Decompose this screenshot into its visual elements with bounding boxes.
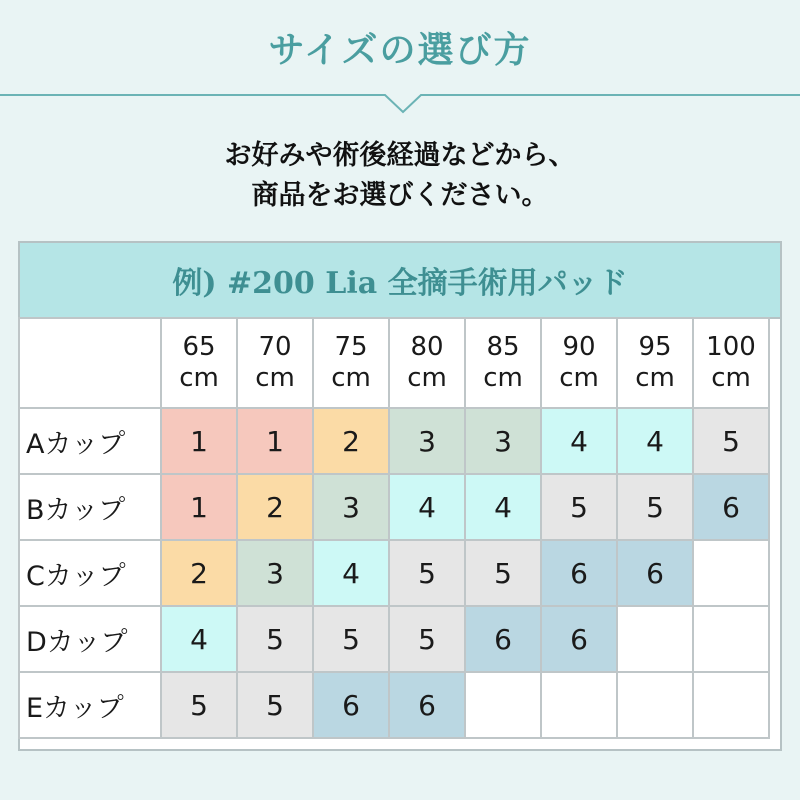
size-cell: 5 [465, 540, 541, 606]
size-cell: 5 [693, 408, 769, 474]
size-cell: 6 [389, 672, 465, 738]
cup-label: Aカップ [19, 408, 161, 474]
size-number: 65 [182, 332, 216, 362]
size-unit: cm [255, 363, 295, 393]
size-cell: 6 [465, 606, 541, 672]
cup-label: Dカップ [19, 606, 161, 672]
size-cell: 1 [161, 474, 237, 540]
size-header-row [19, 318, 769, 408]
size-cell: 5 [617, 474, 693, 540]
size-number: 100 [706, 332, 756, 362]
subtitle-line-2: 商品をお選びください。 [251, 180, 549, 211]
size-unit: cm [635, 363, 675, 393]
size-header [389, 318, 465, 408]
cup-row-d [19, 606, 769, 672]
size-cell [541, 672, 617, 738]
size-cell: 3 [465, 408, 541, 474]
size-cell: 1 [237, 408, 313, 474]
size-header [617, 318, 693, 408]
subtitle [0, 136, 800, 216]
cup-label: Cカップ [19, 540, 161, 606]
size-cell: 6 [541, 606, 617, 672]
size-cell: 3 [313, 474, 389, 540]
size-grid [18, 317, 770, 739]
size-unit: cm [559, 363, 599, 393]
cup-label: Bカップ [19, 474, 161, 540]
cup-row-a [19, 408, 769, 474]
size-header [693, 318, 769, 408]
size-cell: 2 [313, 408, 389, 474]
size-cell: 4 [389, 474, 465, 540]
size-cell: 6 [541, 540, 617, 606]
size-number: 90 [562, 332, 596, 362]
size-cell: 5 [313, 606, 389, 672]
size-cell [617, 672, 693, 738]
size-number: 85 [486, 332, 520, 362]
size-cell: 5 [237, 606, 313, 672]
size-header [161, 318, 237, 408]
size-header [237, 318, 313, 408]
size-cell: 5 [389, 606, 465, 672]
size-cell: 5 [389, 540, 465, 606]
size-cell: 3 [237, 540, 313, 606]
size-unit: cm [483, 363, 523, 393]
cup-row-b [19, 474, 769, 540]
cup-label: Eカップ [19, 672, 161, 738]
size-unit: cm [711, 363, 751, 393]
size-unit: cm [331, 363, 371, 393]
size-cell: 2 [161, 540, 237, 606]
cup-row-c [19, 540, 769, 606]
size-cell: 4 [465, 474, 541, 540]
size-unit: cm [179, 363, 219, 393]
size-cell [693, 540, 769, 606]
size-cell: 5 [541, 474, 617, 540]
size-unit: cm [407, 363, 447, 393]
size-cell [465, 672, 541, 738]
size-cell [693, 606, 769, 672]
size-header [541, 318, 617, 408]
size-cell: 5 [237, 672, 313, 738]
size-cell: 2 [237, 474, 313, 540]
size-cell: 1 [161, 408, 237, 474]
size-cell [617, 606, 693, 672]
size-table [18, 241, 782, 751]
size-number: 95 [638, 332, 672, 362]
subtitle-line-1: お好みや術後経過などから、 [224, 140, 576, 171]
table-header: 例) #200 Lia 全摘手術用パッド [20, 243, 780, 319]
size-number: 80 [410, 332, 444, 362]
size-number: 75 [334, 332, 368, 362]
page-title: サイズの選び方 [268, 29, 532, 71]
size-cell: 6 [617, 540, 693, 606]
cup-row-e [19, 672, 769, 738]
size-number: 70 [258, 332, 292, 362]
size-cell: 6 [313, 672, 389, 738]
size-cell [693, 672, 769, 738]
divider-line [0, 70, 800, 120]
size-cell: 6 [693, 474, 769, 540]
corner-cell [19, 318, 161, 408]
size-header [465, 318, 541, 408]
size-cell: 4 [617, 408, 693, 474]
size-cell: 3 [389, 408, 465, 474]
size-cell: 4 [313, 540, 389, 606]
size-header [313, 318, 389, 408]
size-cell: 5 [161, 672, 237, 738]
size-cell: 4 [161, 606, 237, 672]
size-cell: 4 [541, 408, 617, 474]
